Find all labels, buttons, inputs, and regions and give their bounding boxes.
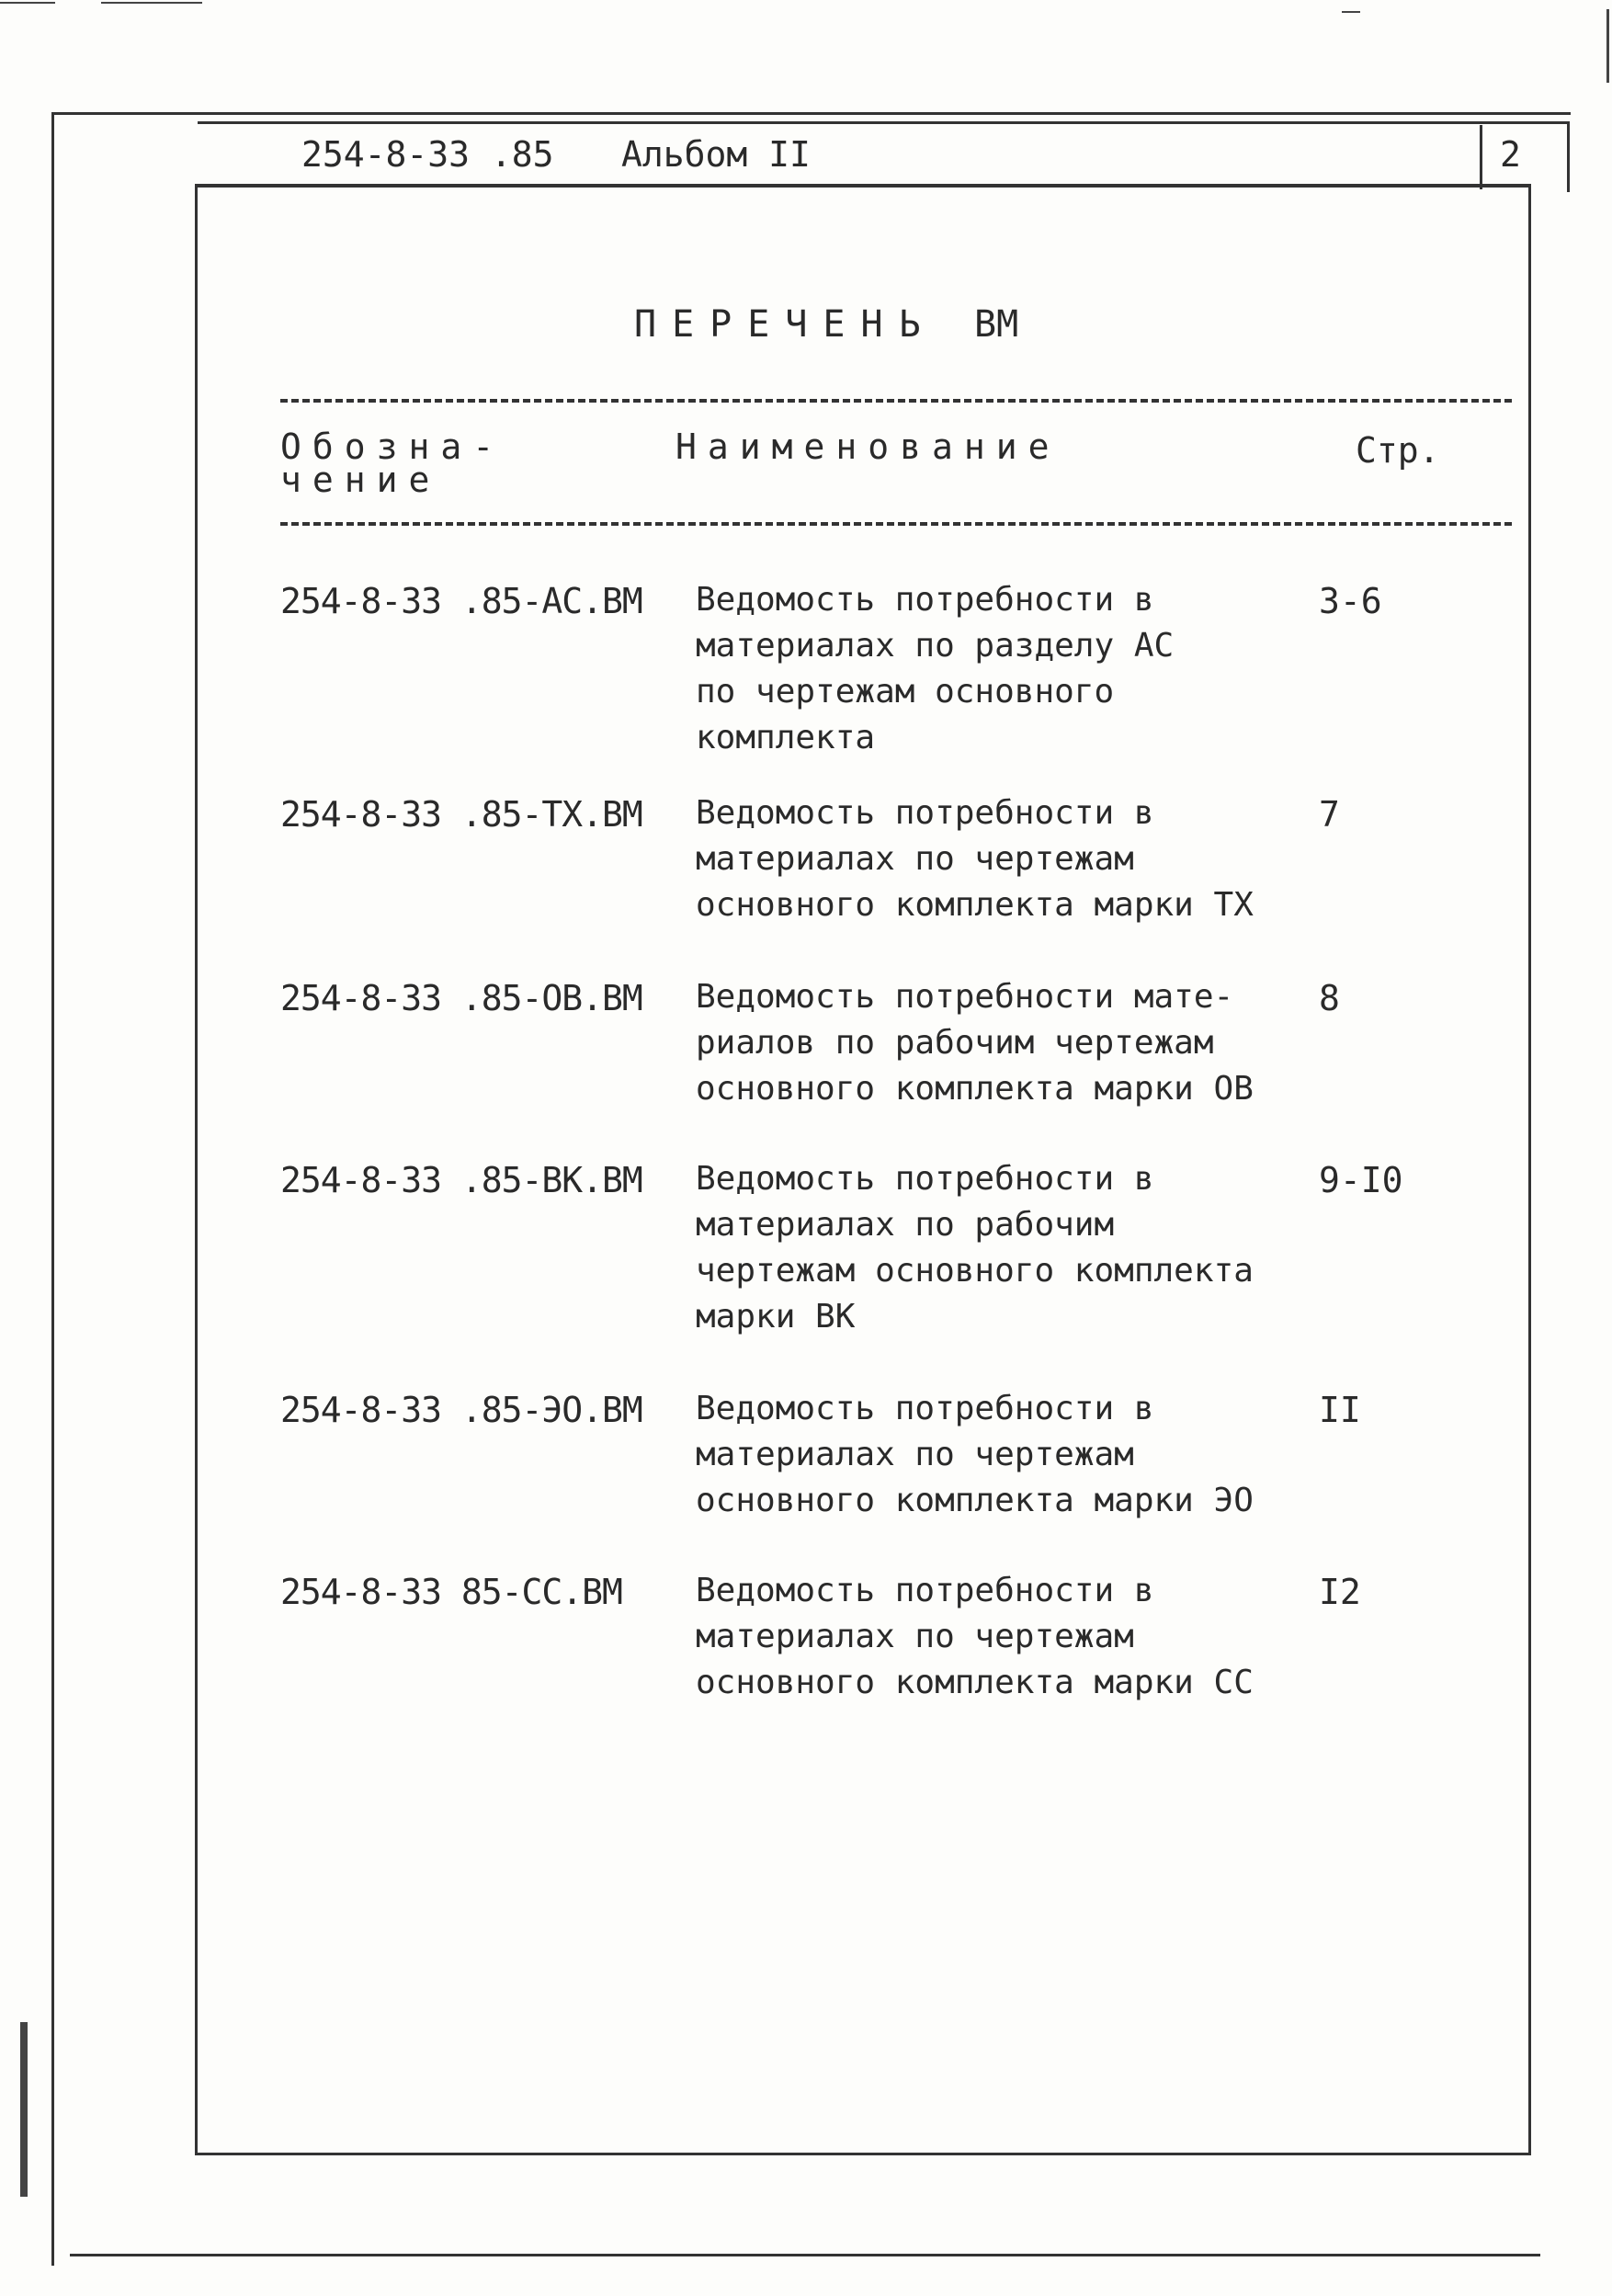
- row-page: 8: [1319, 978, 1340, 1018]
- scan-mark-top-left: [0, 2, 55, 4]
- col-header-designation-cont: чение: [280, 460, 441, 500]
- page-title: ПЕРЕЧЕНЬ: [634, 303, 937, 346]
- sheet-number: 2: [1500, 134, 1521, 175]
- col-header-page: Стр.: [1356, 430, 1440, 471]
- row-name: Ведомость потребности в материалах по чертежам основного комплекта марки ЭО: [696, 1390, 1254, 1519]
- scan-mark-left-edge: [20, 2022, 28, 2197]
- scan-mark-right-edge: [1606, 9, 1609, 83]
- row-name: Ведомость потребности в материалах по рабочим чертежам основного комплекта марки ВК: [696, 1160, 1254, 1336]
- row-name: Ведомость потребности мате- риалов по рабочим чертежам основного комплекта марки ОВ: [696, 978, 1254, 1108]
- header-divider-top: [280, 399, 1512, 403]
- outer-sheet-frame-bottom: [70, 2254, 1540, 2256]
- album-label: Альбом II: [621, 134, 811, 175]
- header-divider-bottom: [280, 522, 1512, 526]
- row-page: 3-6: [1319, 581, 1382, 621]
- row-name: Ведомость потребности в материалах по чертежам основного комплекта марки СС: [696, 1572, 1254, 1701]
- row-page: 9-I0: [1319, 1160, 1403, 1200]
- sheet-number-cell: [1480, 125, 1567, 189]
- row-page: I2: [1319, 1572, 1361, 1612]
- row-code: 254-8-33 .85-ВК.ВМ: [280, 1160, 642, 1200]
- col-header-name: Наименование: [675, 426, 1061, 467]
- row-code: 254-8-33 .85-ТХ.ВМ: [280, 794, 642, 835]
- document-code: 254-8-33 .85: [301, 134, 554, 175]
- row-code: 254-8-33 .85-ЭО.ВМ: [280, 1390, 642, 1430]
- scan-mark-top: [101, 2, 202, 4]
- page-title-suffix: ВМ: [974, 303, 1019, 346]
- scan-mark-top-right: [1342, 11, 1360, 13]
- row-code: 254-8-33 85-СС.ВМ: [280, 1572, 622, 1612]
- row-name: Ведомость потребности в материалах по чертежам основного комплекта марки ТХ: [696, 794, 1254, 924]
- row-page: II: [1319, 1390, 1361, 1430]
- row-code: 254-8-33 .85-ОВ.ВМ: [280, 978, 642, 1018]
- col-header-designation: Обозна-: [280, 426, 505, 467]
- row-page: 7: [1319, 794, 1340, 835]
- row-name: Ведомость потребности в материалах по разделу АС по чертежам основного комплекта: [696, 581, 1175, 756]
- row-code: 254-8-33 .85-АС.ВМ: [280, 581, 642, 621]
